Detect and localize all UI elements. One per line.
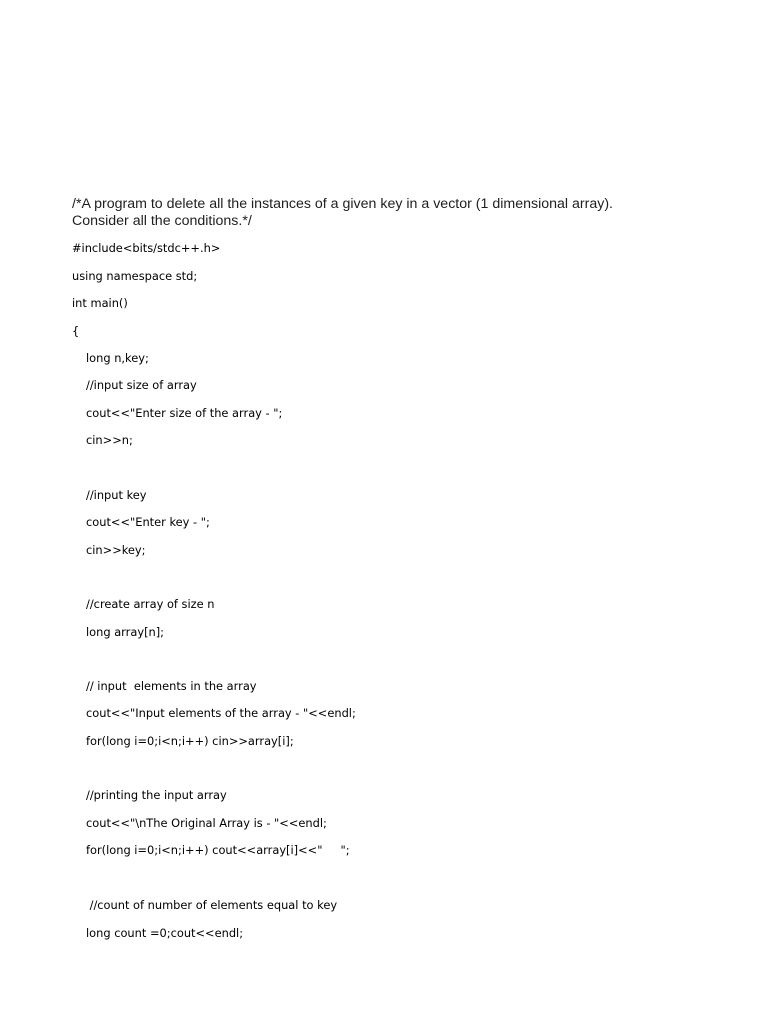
program-description bbox=[72, 196, 712, 230]
description-line-1: /*A program to delete all the instances of a given key in a vector (1 dimensional array). bbox=[72, 196, 613, 212]
code-line-prompt-key: cout<<"Enter key - "; bbox=[86, 515, 210, 529]
code-line-declare-n-key: long n,key; bbox=[86, 351, 149, 365]
code-line-loop-print: for(long i=0;i<n;i++) cout<<array[i]<<" "; bbox=[86, 843, 350, 857]
code-line-declare-count: long count =0;cout<<endl; bbox=[86, 926, 244, 940]
code-line-print-original: cout<<"\nThe Original Array is - "<<endl; bbox=[86, 816, 327, 830]
code-line-read-n: cin>>n; bbox=[86, 433, 133, 447]
code-line-comment-key: //input key bbox=[86, 488, 147, 502]
code-line-comment-size: //input size of array bbox=[86, 378, 197, 392]
code-line-read-key: cin>>key; bbox=[86, 543, 146, 557]
code-line-main-signature: int main() bbox=[72, 296, 128, 310]
code-line-declare-array: long array[n]; bbox=[86, 625, 165, 639]
description-line-2: Consider all the conditions.*/ bbox=[72, 213, 252, 229]
code-line-comment-input-elements: // input elements in the array bbox=[86, 679, 257, 693]
code-line-comment-print: //printing the input array bbox=[86, 788, 227, 802]
code-line-loop-read: for(long i=0;i<n;i++) cin>>array[i]; bbox=[86, 734, 294, 748]
code-line-prompt-size: cout<<"Enter size of the array - "; bbox=[86, 406, 283, 420]
code-line-include: #include<bits/stdc++.h> bbox=[72, 241, 221, 255]
code-line-comment-create-array: //create array of size n bbox=[86, 597, 215, 611]
code-line-comment-count: //count of number of elements equal to key bbox=[86, 898, 338, 912]
code-line-using-namespace: using namespace std; bbox=[72, 269, 198, 283]
code-line-prompt-elements: cout<<"Input elements of the array - "<<endl; bbox=[86, 706, 356, 720]
code-line-open-brace: { bbox=[72, 324, 80, 338]
